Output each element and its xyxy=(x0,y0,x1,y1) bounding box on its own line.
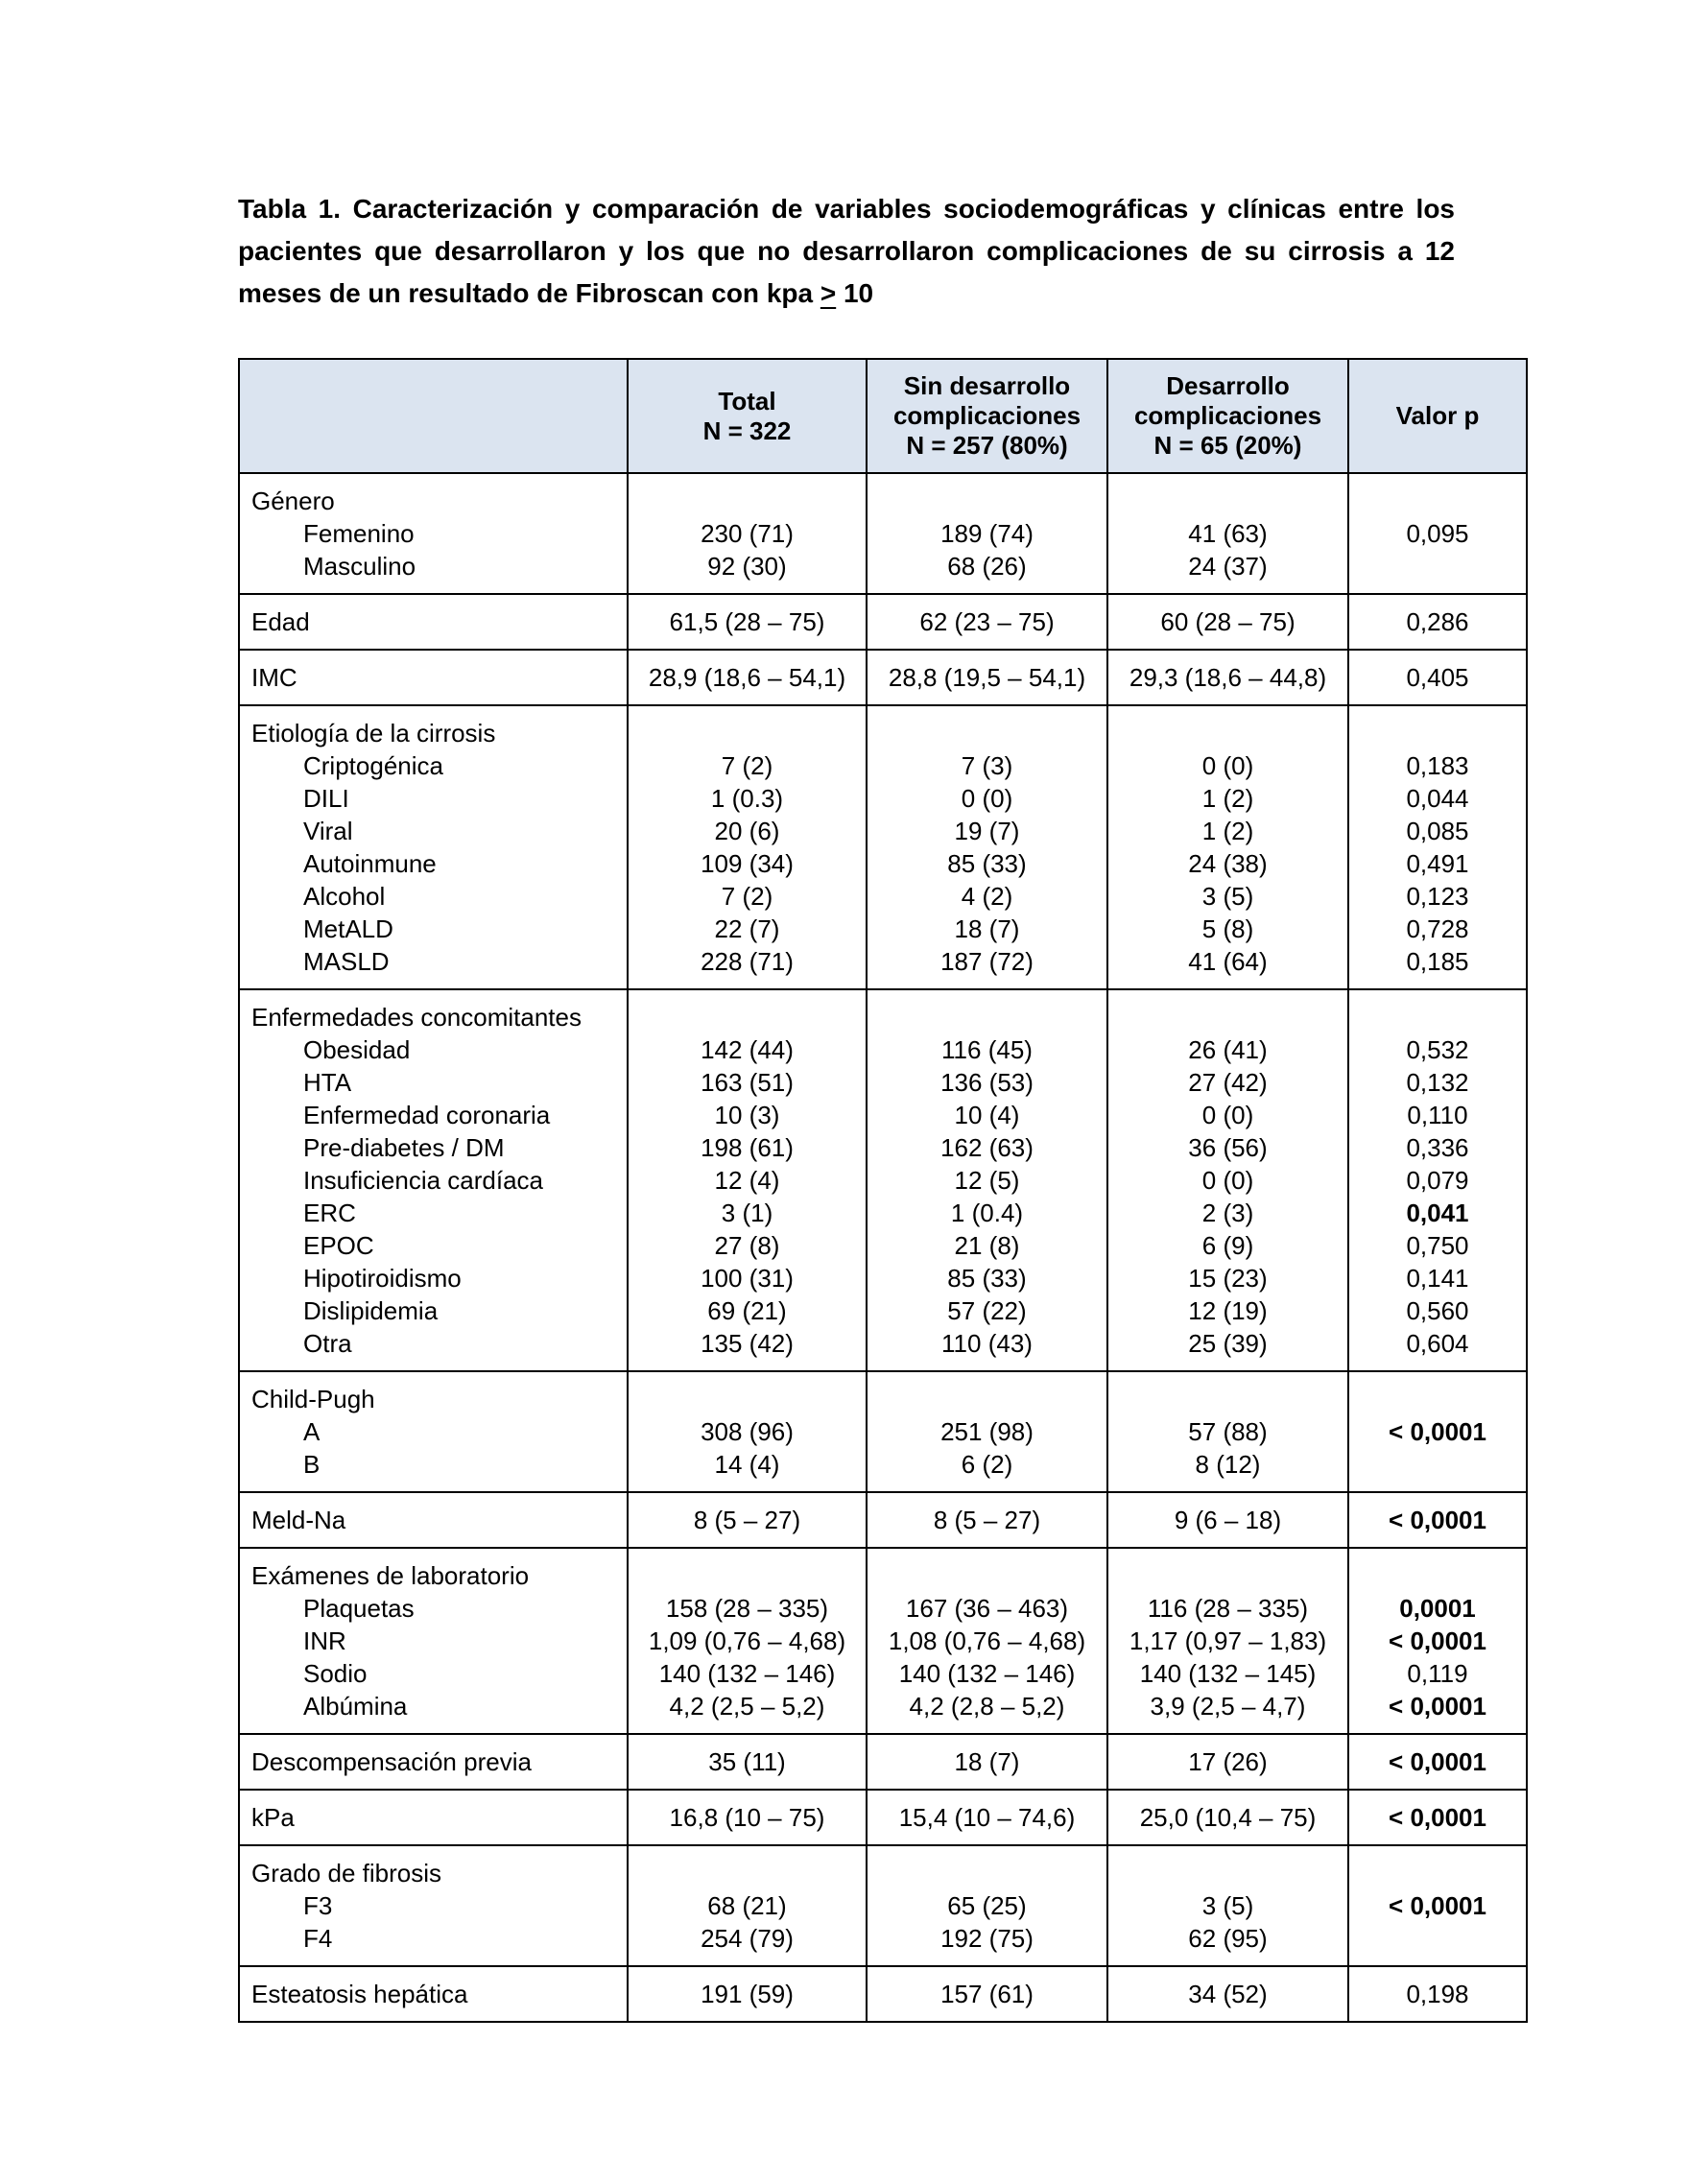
cell-value: 140 (132 – 145) xyxy=(1139,1659,1317,1688)
cell-value: 136 (53) xyxy=(940,1068,1034,1097)
cell-value: 228 (71) xyxy=(701,947,794,976)
row-label: Enfermedades concomitantes xyxy=(251,1003,582,1032)
cell-value: 5 (8) xyxy=(1201,914,1254,943)
row-label: HTA xyxy=(303,1068,352,1097)
cell-value: 135 (42) xyxy=(701,1329,794,1358)
row-label: INR xyxy=(303,1626,346,1655)
p-value: < 0,0001 xyxy=(1389,1802,1486,1832)
p-value: 0,405 xyxy=(1406,662,1469,692)
p-value: 0,336 xyxy=(1406,1133,1469,1162)
cell-value: 17 (26) xyxy=(1188,1747,1268,1776)
cell-value: 251 (98) xyxy=(940,1417,1034,1446)
value-cell-sin-desarrollo xyxy=(867,1548,1107,1734)
cell-value: 27 (8) xyxy=(714,1231,780,1260)
header-cell-desarrollo xyxy=(1107,359,1348,473)
cell-value: 60 (28 – 75) xyxy=(1160,607,1296,636)
row-label: MASLD xyxy=(303,947,390,976)
cell-value: 15,4 (10 – 74,6) xyxy=(898,1803,1076,1832)
header-line xyxy=(244,401,623,431)
cell-value: 12 (4) xyxy=(714,1166,780,1195)
row-label: Esteatosis hepática xyxy=(251,1980,468,2008)
cell-value: 1,17 (0,97 – 1,83) xyxy=(1129,1626,1327,1655)
row-label: ERC xyxy=(303,1199,356,1227)
row-label: IMC xyxy=(251,663,297,692)
row-label: Masculino xyxy=(303,552,416,581)
value-cell-total xyxy=(628,473,867,594)
cell-value: 110 (43) xyxy=(941,1329,1033,1358)
value-cell-total xyxy=(628,1548,867,1734)
p-value: < 0,0001 xyxy=(1389,1692,1486,1721)
p-value xyxy=(1351,717,1524,749)
label-cell-imc xyxy=(239,650,628,705)
cell-value: 4 (2) xyxy=(961,882,1013,911)
cell-value xyxy=(630,1559,864,1592)
cell-value: 1,08 (0,76 – 4,68) xyxy=(888,1626,1086,1655)
value-cell-total xyxy=(628,594,867,650)
cell-value: 21 (8) xyxy=(954,1231,1020,1260)
cell-value xyxy=(869,1857,1105,1889)
row-label: MetALD xyxy=(303,914,393,943)
row-label: Exámenes de laboratorio xyxy=(251,1561,530,1590)
cell-value: 1 (0.3) xyxy=(710,784,784,813)
cell-value xyxy=(630,1383,864,1415)
label-cell-descompensacion xyxy=(239,1734,628,1790)
value-cell-sin-desarrollo xyxy=(867,1492,1107,1548)
row-label: F4 xyxy=(303,1924,333,1953)
cell-value: 24 (37) xyxy=(1188,552,1268,581)
value-cell-sin-desarrollo xyxy=(867,1966,1107,2022)
value-cell-sin-desarrollo xyxy=(867,1845,1107,1966)
row-label: Obesidad xyxy=(303,1035,411,1064)
value-cell-total xyxy=(628,989,867,1371)
cell-value: 57 (88) xyxy=(1188,1417,1268,1446)
label-cell-fibrosis xyxy=(239,1845,628,1966)
value-cell-sin-desarrollo xyxy=(867,1790,1107,1845)
value-cell-total xyxy=(628,650,867,705)
row-label: Criptogénica xyxy=(303,751,443,780)
row-label: Insuficiencia cardíaca xyxy=(303,1166,544,1195)
cell-value: 18 (7) xyxy=(954,1747,1020,1776)
cell-value: 2 (3) xyxy=(1201,1199,1254,1227)
cell-value: 0 (0) xyxy=(1201,1166,1254,1195)
p-value: 0,604 xyxy=(1406,1329,1469,1358)
header-line: Desarrollo xyxy=(1166,371,1290,400)
p-value: 0,0001 xyxy=(1399,1594,1476,1623)
value-cell-desarrollo xyxy=(1107,1790,1348,1845)
header-line: N = 65 (20%) xyxy=(1153,431,1302,460)
title-geq-symbol: > xyxy=(820,278,837,308)
p-value: 0,041 xyxy=(1406,1199,1469,1227)
p-value: < 0,0001 xyxy=(1389,1746,1486,1776)
cell-value: 7 (2) xyxy=(721,882,773,911)
cell-value: 41 (64) xyxy=(1188,947,1268,976)
cell-value: 7 (3) xyxy=(961,751,1013,780)
cell-value: 25 (39) xyxy=(1188,1329,1268,1358)
cell-value: 192 (75) xyxy=(940,1924,1034,1953)
cell-value: 16,8 (10 – 75) xyxy=(669,1803,825,1832)
cell-value: 20 (6) xyxy=(714,817,780,845)
p-value: 0,079 xyxy=(1406,1166,1469,1195)
header-line: Total xyxy=(718,386,776,415)
label-cell-edad xyxy=(239,594,628,650)
label-cell-child_pugh xyxy=(239,1371,628,1492)
value-cell-sin-desarrollo xyxy=(867,650,1107,705)
label-cell-genero xyxy=(239,473,628,594)
p-value-cell xyxy=(1348,705,1527,989)
table-row-etiologia xyxy=(239,705,1527,989)
cell-value: 19 (7) xyxy=(954,817,1020,845)
table-1 xyxy=(238,358,1528,2023)
cell-value: 6 (9) xyxy=(1201,1231,1254,1260)
value-cell-total xyxy=(628,1790,867,1845)
cell-value: 27 (42) xyxy=(1188,1068,1268,1097)
cell-value: 10 (3) xyxy=(714,1101,780,1129)
value-cell-sin-desarrollo xyxy=(867,705,1107,989)
cell-value: 62 (23 – 75) xyxy=(919,607,1055,636)
p-value xyxy=(1351,1001,1524,1033)
p-value: < 0,0001 xyxy=(1389,1626,1486,1655)
row-label: Femenino xyxy=(303,519,415,548)
cell-value: 3 (5) xyxy=(1201,882,1254,911)
cell-value: 85 (33) xyxy=(947,849,1027,878)
row-label: Albúmina xyxy=(303,1692,408,1721)
table-title xyxy=(238,188,1455,315)
value-cell-sin-desarrollo xyxy=(867,1371,1107,1492)
title-tail-text: 10 xyxy=(836,278,874,308)
header-line: Sin desarrollo xyxy=(903,371,1071,400)
cell-value xyxy=(869,485,1105,517)
label-cell-enfermedades xyxy=(239,989,628,1371)
cell-value: 8 (5 – 27) xyxy=(693,1506,801,1534)
row-label: Edad xyxy=(251,607,310,636)
row-label: Child-Pugh xyxy=(251,1385,375,1413)
p-value: < 0,0001 xyxy=(1389,1505,1486,1534)
cell-value: 69 (21) xyxy=(707,1296,787,1325)
cell-value: 18 (7) xyxy=(954,914,1020,943)
cell-value: 35 (11) xyxy=(708,1747,786,1776)
cell-value: 116 (28 – 335) xyxy=(1147,1594,1309,1623)
p-value: 0,141 xyxy=(1406,1264,1469,1293)
cell-value: 26 (41) xyxy=(1188,1035,1268,1064)
cell-value: 167 (36 – 463) xyxy=(905,1594,1069,1623)
header-line: complicaciones xyxy=(892,401,1082,430)
cell-value: 68 (21) xyxy=(707,1891,787,1920)
header-line: complicaciones xyxy=(1133,401,1322,430)
cell-value xyxy=(869,1001,1105,1033)
cell-value xyxy=(630,1001,864,1033)
cell-value: 3,9 (2,5 – 4,7) xyxy=(1150,1692,1306,1721)
table-header xyxy=(239,359,1527,473)
cell-value: 3 (5) xyxy=(1201,1891,1254,1920)
cell-value xyxy=(630,1857,864,1889)
cell-value: 100 (31) xyxy=(701,1264,794,1293)
cell-value xyxy=(869,1383,1105,1415)
cell-value: 15 (23) xyxy=(1188,1264,1268,1293)
cell-value xyxy=(630,717,864,749)
row-label: Dislipidemia xyxy=(303,1296,439,1325)
p-value: 0,491 xyxy=(1406,849,1469,878)
row-label: DILI xyxy=(303,784,349,813)
label-cell-etiologia xyxy=(239,705,628,989)
row-label: Grado de fibrosis xyxy=(251,1859,441,1887)
p-value-cell xyxy=(1348,1845,1527,1966)
cell-value: 157 (61) xyxy=(940,1980,1034,2008)
p-value: < 0,0001 xyxy=(1389,1890,1486,1920)
row-label: Género xyxy=(251,487,335,515)
p-value: 0,085 xyxy=(1406,817,1469,845)
cell-value: 41 (63) xyxy=(1188,519,1268,548)
cell-value: 36 (56) xyxy=(1188,1133,1268,1162)
header-row xyxy=(239,359,1527,473)
p-value: 0,286 xyxy=(1406,606,1469,636)
cell-value xyxy=(1110,485,1345,517)
p-value: 0,728 xyxy=(1406,914,1469,943)
cell-value: 14 (4) xyxy=(714,1450,780,1479)
p-value-cell xyxy=(1348,1548,1527,1734)
p-value: 0,183 xyxy=(1406,751,1469,780)
value-cell-total xyxy=(628,705,867,989)
cell-value: 3 (1) xyxy=(721,1199,773,1227)
table-row-descompensacion xyxy=(239,1734,1527,1790)
table-row-imc xyxy=(239,650,1527,705)
label-cell-laboratorio xyxy=(239,1548,628,1734)
title-main-text: Tabla 1. Caracterización y comparación de variables sociodemográficas y clínicas entre los pacientes que desarrollaron y los que no desarrollaron complicaciones de su cirrosis a 12 meses de un resultado de Fibroscan con kpa xyxy=(238,194,1455,308)
cell-value: 1,09 (0,76 – 4,68) xyxy=(648,1626,846,1655)
cell-value: 57 (22) xyxy=(947,1296,1027,1325)
cell-value: 68 (26) xyxy=(947,552,1027,581)
p-value: 0,123 xyxy=(1406,882,1469,911)
cell-value xyxy=(1110,1857,1345,1889)
cell-value: 158 (28 – 335) xyxy=(665,1594,829,1623)
row-label: Autoinmune xyxy=(303,849,437,878)
header-cell-total xyxy=(628,359,867,473)
cell-value: 1 (2) xyxy=(1201,817,1254,845)
value-cell-sin-desarrollo xyxy=(867,1734,1107,1790)
cell-value: 34 (52) xyxy=(1188,1980,1268,2008)
table-row-laboratorio xyxy=(239,1548,1527,1734)
row-label: Hipotiroidismo xyxy=(303,1264,462,1293)
cell-value: 230 (71) xyxy=(701,519,794,548)
cell-value: 4,2 (2,8 – 5,2) xyxy=(909,1692,1065,1721)
value-cell-total xyxy=(628,1734,867,1790)
cell-value: 24 (38) xyxy=(1188,849,1268,878)
row-label: Otra xyxy=(303,1329,352,1358)
cell-value xyxy=(869,1559,1105,1592)
p-value-cell xyxy=(1348,1734,1527,1790)
table-row-kpa xyxy=(239,1790,1527,1845)
cell-value: 4,2 (2,5 – 5,2) xyxy=(669,1692,825,1721)
row-label: Etiología de la cirrosis xyxy=(251,719,496,748)
p-value: 0,198 xyxy=(1406,1979,1469,2008)
cell-value: 1 (0.4) xyxy=(950,1199,1024,1227)
value-cell-total xyxy=(628,1966,867,2022)
cell-value xyxy=(630,485,864,517)
p-value: 0,095 xyxy=(1406,518,1469,548)
cell-value: 62 (95) xyxy=(1188,1924,1268,1953)
cell-value: 191 (59) xyxy=(701,1980,794,2008)
cell-value xyxy=(1110,1001,1345,1033)
cell-value: 163 (51) xyxy=(701,1068,794,1097)
value-cell-sin-desarrollo xyxy=(867,473,1107,594)
value-cell-desarrollo xyxy=(1107,1548,1348,1734)
table-row-child_pugh xyxy=(239,1371,1527,1492)
value-cell-desarrollo xyxy=(1107,1371,1348,1492)
header-line: N = 257 (80%) xyxy=(906,431,1068,460)
row-label: Meld-Na xyxy=(251,1506,346,1534)
value-cell-desarrollo xyxy=(1107,473,1348,594)
row-label: Pre-diabetes / DM xyxy=(303,1133,505,1162)
cell-value: 61,5 (28 – 75) xyxy=(669,607,825,636)
row-label: kPa xyxy=(251,1803,295,1832)
cell-value xyxy=(1110,1559,1345,1592)
table-row-genero xyxy=(239,473,1527,594)
cell-value: 28,9 (18,6 – 54,1) xyxy=(648,663,846,692)
label-cell-meld_na xyxy=(239,1492,628,1548)
value-cell-desarrollo xyxy=(1107,650,1348,705)
cell-value xyxy=(869,717,1105,749)
cell-value: 140 (132 – 146) xyxy=(658,1659,836,1688)
value-cell-sin-desarrollo xyxy=(867,989,1107,1371)
p-value: 0,044 xyxy=(1406,784,1469,813)
cell-value: 254 (79) xyxy=(701,1924,794,1953)
cell-value: 142 (44) xyxy=(701,1035,794,1064)
p-value: 0,132 xyxy=(1406,1068,1469,1097)
value-cell-total xyxy=(628,1492,867,1548)
header-cell-variable xyxy=(239,359,628,473)
header-line: Valor p xyxy=(1395,401,1480,430)
cell-value: 65 (25) xyxy=(947,1891,1027,1920)
p-value: 0,560 xyxy=(1406,1296,1469,1325)
row-label: Descompensación previa xyxy=(251,1747,532,1776)
value-cell-sin-desarrollo xyxy=(867,594,1107,650)
value-cell-total xyxy=(628,1845,867,1966)
p-value: < 0,0001 xyxy=(1389,1416,1486,1446)
p-value-cell xyxy=(1348,989,1527,1371)
header-cell-sin-desarrollo xyxy=(867,359,1107,473)
cell-value: 0 (0) xyxy=(961,784,1013,813)
row-label: A xyxy=(303,1417,321,1446)
table-body xyxy=(239,473,1527,2022)
header-line: N = 322 xyxy=(702,415,792,445)
table-row-enfermedades xyxy=(239,989,1527,1371)
cell-value: 6 (2) xyxy=(961,1450,1013,1479)
cell-value: 92 (30) xyxy=(707,552,787,581)
cell-value: 0 (0) xyxy=(1201,1101,1254,1129)
value-cell-desarrollo xyxy=(1107,989,1348,1371)
cell-value: 198 (61) xyxy=(701,1133,794,1162)
cell-value: 116 (45) xyxy=(941,1035,1033,1064)
table-row-meld_na xyxy=(239,1492,1527,1548)
table-row-esteatosis xyxy=(239,1966,1527,2022)
cell-value: 10 (4) xyxy=(954,1101,1020,1129)
row-label: EPOC xyxy=(303,1231,374,1260)
header-cell-valor-p xyxy=(1348,359,1527,473)
p-value-cell xyxy=(1348,1492,1527,1548)
cell-value: 308 (96) xyxy=(701,1417,794,1446)
row-label: Plaquetas xyxy=(303,1594,415,1623)
table-row-edad xyxy=(239,594,1527,650)
p-value-cell xyxy=(1348,650,1527,705)
cell-value: 8 (12) xyxy=(1195,1450,1261,1479)
p-value-cell xyxy=(1348,473,1527,594)
label-cell-esteatosis xyxy=(239,1966,628,2022)
p-value-cell xyxy=(1348,1371,1527,1492)
row-label: F3 xyxy=(303,1891,333,1920)
p-value: 0,185 xyxy=(1406,947,1469,976)
row-label: Sodio xyxy=(303,1659,368,1688)
p-value: 0,750 xyxy=(1406,1231,1469,1260)
cell-value xyxy=(1110,1383,1345,1415)
value-cell-total xyxy=(628,1371,867,1492)
row-label: Enfermedad coronaria xyxy=(303,1101,551,1129)
row-label: Alcohol xyxy=(303,882,386,911)
p-value-cell xyxy=(1348,1790,1527,1845)
cell-value: 12 (5) xyxy=(954,1166,1020,1195)
value-cell-desarrollo xyxy=(1107,1966,1348,2022)
cell-value: 1 (2) xyxy=(1201,784,1254,813)
cell-value: 187 (72) xyxy=(940,947,1034,976)
cell-value: 109 (34) xyxy=(701,849,794,878)
p-value-cell xyxy=(1348,594,1527,650)
value-cell-desarrollo xyxy=(1107,1734,1348,1790)
label-cell-kpa xyxy=(239,1790,628,1845)
cell-value: 162 (63) xyxy=(940,1133,1034,1162)
cell-value: 140 (132 – 146) xyxy=(898,1659,1076,1688)
cell-value: 85 (33) xyxy=(947,1264,1027,1293)
cell-value: 9 (6 – 18) xyxy=(1174,1506,1282,1534)
p-value: 0,532 xyxy=(1406,1035,1469,1064)
value-cell-desarrollo xyxy=(1107,1492,1348,1548)
cell-value: 29,3 (18,6 – 44,8) xyxy=(1129,663,1327,692)
p-value-cell xyxy=(1348,1966,1527,2022)
cell-value: 0 (0) xyxy=(1201,751,1254,780)
p-value: 0,119 xyxy=(1407,1659,1468,1688)
cell-value: 8 (5 – 27) xyxy=(933,1506,1041,1534)
cell-value: 22 (7) xyxy=(714,914,780,943)
value-cell-desarrollo xyxy=(1107,705,1348,989)
cell-value: 12 (19) xyxy=(1188,1296,1268,1325)
row-label: Viral xyxy=(303,817,353,845)
cell-value: 25,0 (10,4 – 75) xyxy=(1139,1803,1317,1832)
table-row-fibrosis xyxy=(239,1845,1527,1966)
cell-value: 28,8 (19,5 – 54,1) xyxy=(888,663,1086,692)
cell-value xyxy=(1110,717,1345,749)
cell-value: 7 (2) xyxy=(721,751,773,780)
p-value: 0,110 xyxy=(1407,1101,1468,1129)
p-value xyxy=(1351,1559,1524,1592)
cell-value: 189 (74) xyxy=(940,519,1034,548)
row-label: B xyxy=(303,1450,321,1479)
value-cell-desarrollo xyxy=(1107,594,1348,650)
value-cell-desarrollo xyxy=(1107,1845,1348,1966)
